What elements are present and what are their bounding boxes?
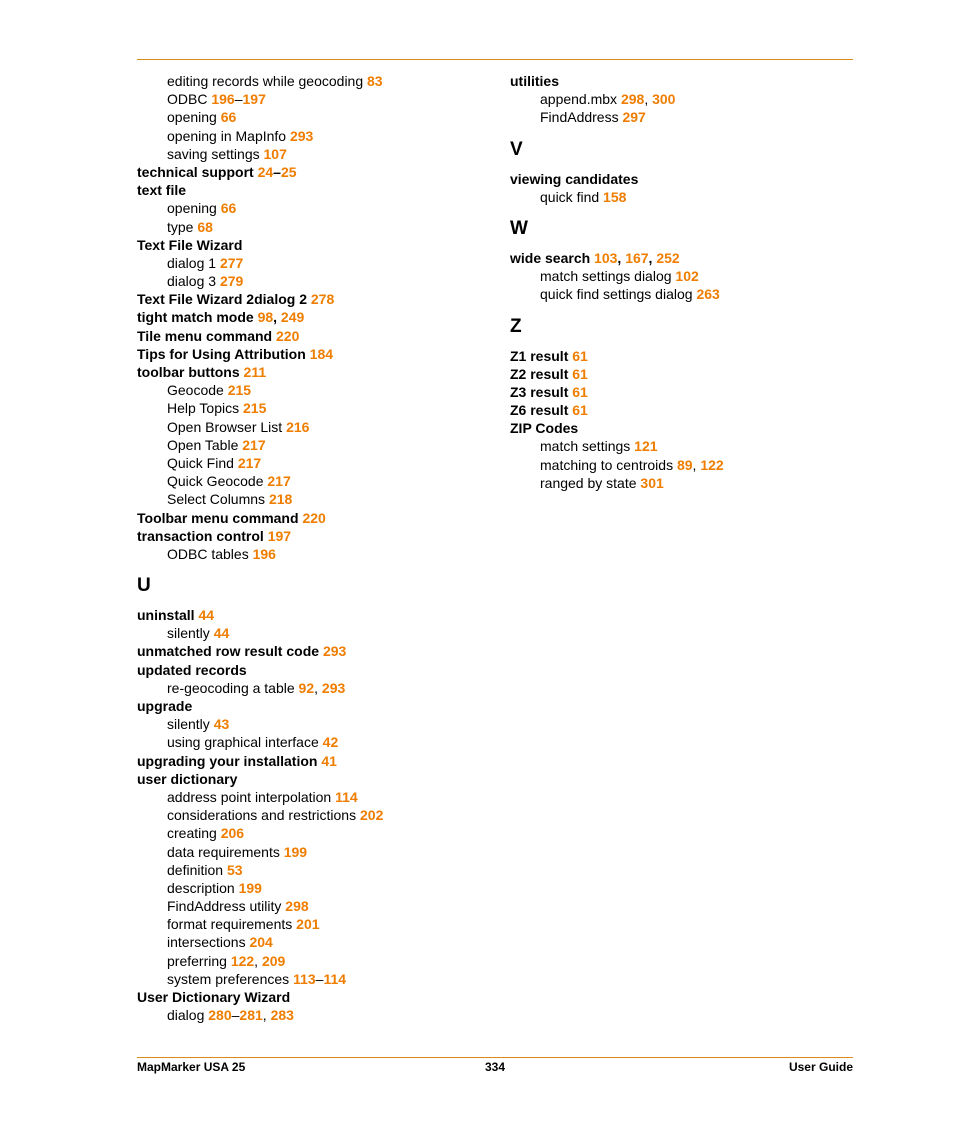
entry-text: opening in MapInfo: [167, 127, 290, 144]
entry-text: ODBC: [167, 91, 212, 108]
page-link[interactable]: 197: [267, 527, 292, 544]
index-subentry: [137, 454, 482, 472]
index-entry: [137, 988, 482, 1006]
page-link[interactable]: 61: [572, 365, 588, 382]
entry-text: Quick Geocode: [167, 473, 268, 490]
page-separator: ,: [692, 456, 701, 473]
page-link[interactable]: 206: [220, 825, 245, 842]
page-footer: [137, 1060, 853, 1076]
page-link[interactable]: 199: [283, 843, 308, 860]
index-subentry: [137, 897, 482, 915]
entry-text: upgrading your installation: [137, 752, 322, 769]
entry-text: match settings dialog: [540, 268, 676, 285]
page-link[interactable]: 293: [322, 643, 347, 660]
section-letter: U: [137, 575, 151, 597]
entry-text: Text File Wizard: [137, 236, 243, 253]
page-separator: –: [234, 91, 243, 108]
index-entry: [137, 345, 482, 363]
index-entry: [137, 661, 482, 679]
page-separator: –: [231, 1007, 240, 1024]
page-separator: ,: [648, 249, 657, 266]
page-separator: ,: [314, 679, 322, 696]
index-subentry: [137, 218, 482, 236]
page-link[interactable]: 281: [239, 1007, 263, 1024]
entry-text: system preferences: [167, 970, 294, 987]
entry-text: tight match mode: [137, 309, 258, 326]
index-subentry: [137, 472, 482, 490]
page-link[interactable]: 218: [268, 491, 293, 508]
index-subentry: [137, 127, 482, 145]
index-subentry: [510, 90, 853, 108]
page-link[interactable]: 283: [270, 1007, 294, 1024]
entry-text: Z2 result: [510, 365, 573, 382]
index-entry: [510, 249, 853, 267]
entry-text: wide search: [510, 249, 595, 266]
entry-text: format requirements: [167, 916, 297, 933]
entry-text: Open Table: [167, 436, 243, 453]
entry-text: Z6 result: [510, 402, 573, 419]
entry-text: using graphical interface: [167, 734, 323, 751]
entry-text: editing records while geocoding: [167, 73, 368, 89]
entry-text: preferring: [167, 952, 231, 969]
index-subentry: [510, 474, 853, 492]
entry-text: opening: [167, 109, 221, 126]
page-link[interactable]: 89: [676, 456, 693, 473]
section-letter: Z: [510, 315, 522, 337]
page-link[interactable]: 215: [243, 400, 267, 417]
index-entry: [137, 327, 482, 345]
entry-text: definition: [167, 861, 227, 878]
index-entry: [510, 401, 853, 419]
index-subentry: [137, 624, 482, 642]
page-link[interactable]: 202: [360, 807, 384, 824]
footer-document-title: User Guide: [788, 1060, 853, 1074]
page-link[interactable]: 277: [219, 254, 244, 271]
index-entry: [137, 752, 482, 770]
entry-text: address point interpolation: [167, 788, 336, 805]
entry-text: Select Columns: [167, 491, 269, 508]
entry-text: Help Topics: [167, 400, 244, 417]
index-subentry: [137, 970, 482, 988]
index-column-left: [137, 72, 482, 1024]
footer-page-number: 334: [484, 1060, 506, 1074]
page-link[interactable]: 44: [213, 625, 230, 642]
entry-text: technical support: [137, 163, 258, 180]
index-entry: [137, 181, 482, 199]
entry-text: silently: [167, 716, 214, 733]
index-subentry: [510, 285, 853, 303]
entry-text: dialog 3: [167, 273, 220, 290]
page-link[interactable]: 217: [237, 454, 262, 471]
entry-text: re-geocoding a table: [167, 679, 299, 696]
index-entry: [137, 527, 482, 545]
index-subentry: [137, 806, 482, 824]
footer-rule: [137, 1057, 853, 1058]
entry-text: transaction control: [137, 527, 268, 544]
index-subentry: [510, 108, 853, 126]
index-subentry: [137, 861, 482, 879]
page-link[interactable]: 217: [267, 473, 291, 490]
index-subentry: [137, 1006, 482, 1024]
index-entry: [137, 363, 482, 381]
index-subentry: [137, 915, 482, 933]
entry-text: silently: [167, 625, 214, 642]
entry-text: quick find settings dialog: [540, 286, 697, 303]
page-link[interactable]: 102: [675, 268, 699, 285]
index-subentry: [137, 879, 482, 897]
index-entry: [510, 383, 853, 401]
entry-text: ZIP Codes: [510, 420, 579, 437]
entry-text: viewing candidates: [510, 170, 639, 187]
index-entry: [510, 419, 853, 437]
section-letter: V: [510, 138, 523, 160]
index-subentry: [137, 490, 482, 508]
entry-text: intersections: [167, 934, 250, 951]
index-subentry: [137, 399, 482, 417]
index-subentry: [137, 254, 482, 272]
page-link[interactable]: 263: [696, 286, 720, 303]
page-separator: –: [273, 163, 281, 180]
index-subentry: [137, 436, 482, 454]
page-link[interactable]: 199: [238, 879, 262, 896]
index-entry: [510, 365, 853, 383]
index-subentry: [510, 188, 853, 206]
entry-text: upgrade: [137, 698, 193, 714]
page-link[interactable]: 83: [367, 73, 383, 89]
entry-text: Quick Find: [167, 454, 238, 471]
entry-text: FindAddress: [540, 109, 623, 126]
index-subentry: [137, 145, 482, 163]
entry-text: Toolbar menu command: [137, 509, 303, 526]
entry-text: creating: [167, 825, 221, 842]
entry-text: text file: [137, 182, 187, 199]
index-subentry: [137, 952, 482, 970]
entry-text: FindAddress utility: [167, 898, 286, 915]
page-link[interactable]: 220: [276, 327, 300, 344]
entry-text: opening: [167, 200, 221, 217]
page-link[interactable]: 92: [298, 679, 315, 696]
index-entry: [510, 347, 853, 365]
index-subentry: [137, 679, 482, 697]
page-link[interactable]: 298: [285, 898, 309, 915]
entry-text: dialog: [167, 1007, 209, 1024]
page-link[interactable]: 25: [280, 163, 297, 180]
index-entry: [137, 308, 482, 326]
entry-text: saving settings: [167, 145, 264, 162]
page-separator: ,: [262, 1007, 271, 1024]
page-link[interactable]: 98: [257, 309, 274, 326]
page-link[interactable]: 66: [220, 109, 237, 126]
entry-text: type: [167, 218, 198, 235]
page-link[interactable]: 43: [213, 716, 230, 733]
index-entry: [510, 170, 853, 188]
page-link[interactable]: 201: [296, 916, 320, 933]
page-separator: ,: [273, 309, 281, 326]
page-link[interactable]: 211: [243, 364, 267, 380]
entry-text: description: [167, 879, 239, 896]
entry-text: Z3 result: [510, 383, 573, 400]
entry-text: user dictionary: [137, 770, 238, 787]
page-link[interactable]: 44: [198, 607, 215, 624]
page-link[interactable]: 279: [219, 273, 244, 290]
entry-text: data requirements: [167, 843, 284, 860]
index-entry: [137, 606, 482, 624]
index-entry: [137, 509, 482, 527]
page-link[interactable]: 220: [302, 509, 326, 526]
index-subentry: [137, 418, 482, 436]
page-link[interactable]: 114: [335, 788, 358, 805]
page-link[interactable]: 42: [322, 734, 339, 751]
page-separator: –: [315, 970, 324, 987]
entry-text: Open Browser List: [167, 418, 287, 435]
page-link[interactable]: 300: [652, 91, 676, 108]
entry-text: unmatched row result code: [137, 643, 323, 660]
page-separator: ,: [254, 952, 262, 969]
entry-text: uninstall: [137, 607, 199, 624]
page-link[interactable]: 278: [310, 291, 335, 308]
page-link[interactable]: 114: [323, 970, 347, 987]
page-link[interactable]: 196: [211, 91, 235, 108]
index-entry: [137, 236, 482, 254]
index-entry: [137, 290, 482, 308]
page-link[interactable]: 113: [293, 970, 316, 987]
page-link[interactable]: 122: [230, 952, 255, 969]
page-link[interactable]: 122: [700, 456, 724, 473]
index-entry: [510, 72, 853, 90]
index-entry: [137, 697, 482, 715]
page-link[interactable]: 107: [263, 145, 287, 162]
page-link[interactable]: 217: [242, 436, 266, 453]
page-link[interactable]: 196: [252, 545, 276, 562]
index-subentry: [137, 108, 482, 126]
page-link[interactable]: 53: [226, 861, 243, 878]
index-subentry: [137, 788, 482, 806]
page-separator: ,: [644, 91, 653, 108]
footer-product-name: MapMarker USA 25: [137, 1060, 246, 1074]
page-link[interactable]: 216: [286, 418, 310, 435]
page-link[interactable]: 121: [634, 438, 658, 455]
index-subentry: [137, 843, 482, 861]
entry-text: dialog 1: [167, 254, 220, 271]
entry-text: Tile menu command: [137, 327, 276, 344]
entry-text: Tips for Using Attribution: [137, 345, 310, 362]
page-link[interactable]: 61: [572, 383, 588, 400]
page-link[interactable]: 61: [572, 347, 588, 364]
entry-text: User Dictionary Wizard: [137, 989, 291, 1005]
index-subentry: [137, 381, 482, 399]
page-link[interactable]: 301: [640, 474, 664, 491]
page-link[interactable]: 103: [594, 249, 618, 266]
index-subentry: [510, 267, 853, 285]
index-subentry: [137, 824, 482, 842]
page-link[interactable]: 204: [249, 934, 273, 951]
page-link[interactable]: 215: [227, 382, 252, 399]
entry-text: toolbar buttons: [137, 364, 244, 380]
entry-text: matching to centroids: [540, 456, 677, 473]
page-link[interactable]: 280: [208, 1007, 232, 1024]
index-subentry: [137, 733, 482, 751]
entry-text: Z1 result: [510, 347, 573, 364]
page-link[interactable]: 61: [572, 402, 588, 419]
index-entry: [137, 770, 482, 788]
page-link[interactable]: 167: [625, 249, 649, 266]
index-subentry: [510, 456, 853, 474]
page-link[interactable]: 184: [309, 345, 334, 362]
section-letter: W: [510, 217, 528, 239]
page-link[interactable]: 41: [321, 752, 337, 769]
entry-text: quick find: [540, 188, 604, 205]
page-link[interactable]: 68: [197, 218, 213, 235]
page-link[interactable]: 298: [620, 91, 645, 108]
page-link[interactable]: 293: [289, 127, 314, 144]
entry-text: considerations and restrictions: [167, 807, 360, 824]
index-entry: [137, 163, 482, 181]
page-link[interactable]: 297: [622, 109, 646, 126]
entry-text: updated records: [137, 661, 247, 678]
index-column-right: [510, 72, 853, 492]
entry-text: ranged by state: [540, 474, 641, 491]
page-link[interactable]: 209: [261, 952, 286, 969]
page-link[interactable]: 293: [321, 679, 346, 696]
page-link[interactable]: 66: [220, 200, 237, 217]
entry-text: append.mbx: [540, 91, 621, 108]
entry-text: Text File Wizard 2dialog 2: [137, 291, 311, 308]
header-rule: [137, 59, 853, 60]
entry-text: ODBC tables: [167, 545, 253, 562]
entry-text: match settings: [540, 438, 635, 455]
index-subentry: [137, 545, 482, 563]
index-subentry: [137, 272, 482, 290]
index-subentry: [137, 715, 482, 733]
entry-text: Geocode: [167, 382, 228, 399]
page-link[interactable]: 158: [603, 188, 627, 205]
index-subentry: [137, 933, 482, 951]
index-subentry: [137, 72, 482, 90]
page-separator: ,: [617, 249, 626, 266]
page-link[interactable]: 197: [242, 91, 266, 108]
entry-text: utilities: [510, 73, 560, 89]
index-subentry: [137, 199, 482, 217]
index-subentry: [137, 90, 482, 108]
page-link[interactable]: 252: [656, 249, 680, 266]
index-entry: [137, 642, 482, 660]
page-link[interactable]: 249: [280, 309, 305, 326]
index-subentry: [510, 437, 853, 455]
page-link[interactable]: 24: [257, 163, 274, 180]
